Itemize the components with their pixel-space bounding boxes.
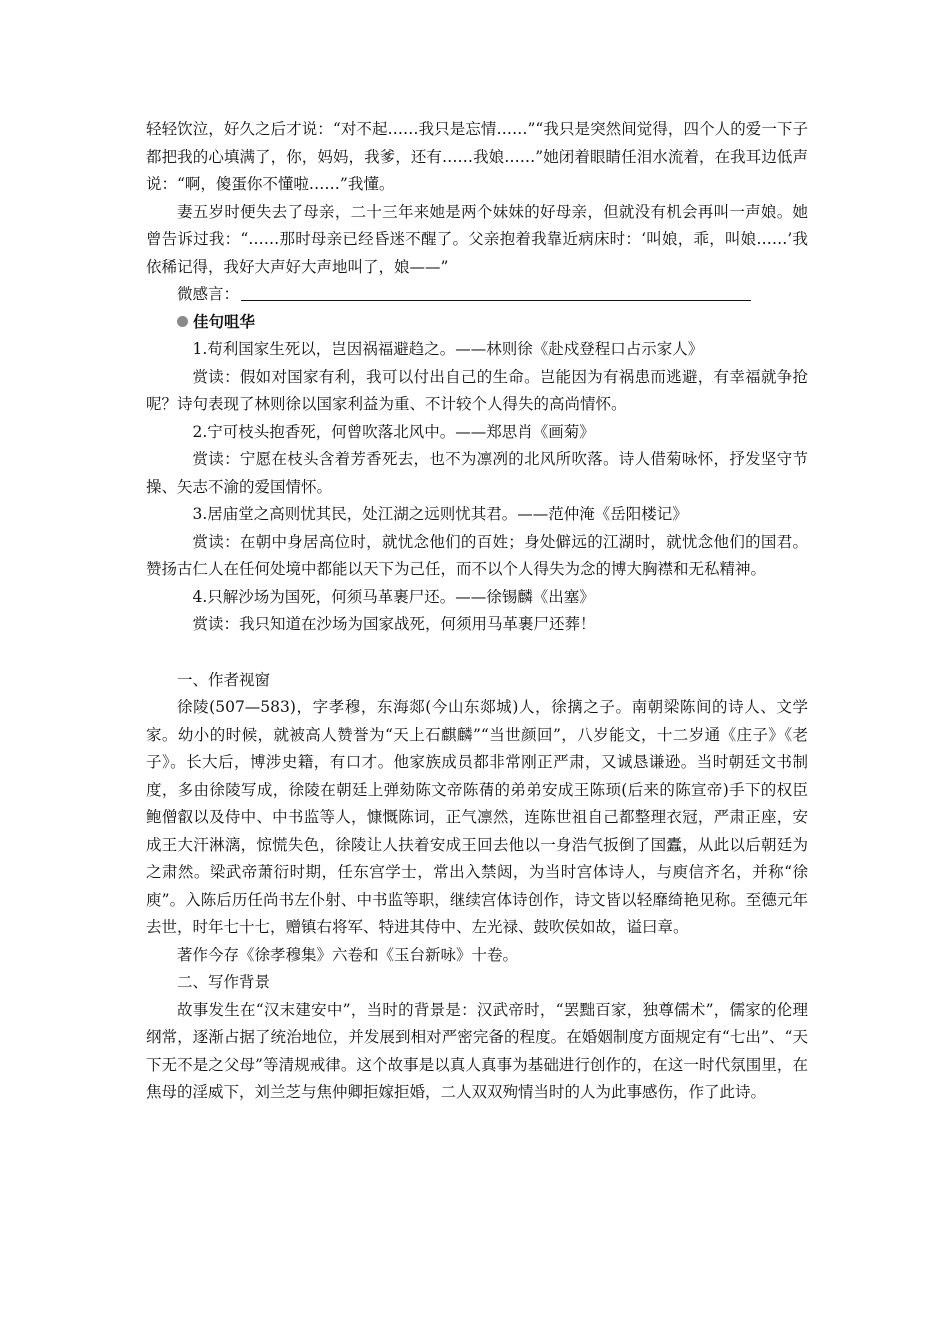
reflection-line bbox=[146, 281, 808, 309]
section-heading-jiaju bbox=[146, 309, 808, 337]
quote-item-4: 4.只解沙场为国死，何须马革裹尸还。——徐锡麟《出塞》 bbox=[192, 587, 595, 606]
bullet-dot-icon bbox=[177, 316, 188, 327]
quote-item-2: 2.宁可枝头抱香死，何曾吹落北风中。——郑思肖《画菊》 bbox=[192, 422, 595, 441]
author-paragraph-1: 徐陵(507—583)，字孝穆，东海郯(今山东郯城)人，徐摛之子。南朝梁陈间的诗人、文学家。幼小的时候，就被高人赞誉为“天上石麒麟”“当世颜回”，八岁能文，十二岁通《庄子》《老子》。长大后，博涉史籍，有口才。他家族成员都非常刚正严肃，又诚恳谦逊。当时朝廷文书制度，多由徐陵写成，徐陵在朝廷上弹劾陈文帝陈蒨的弟弟安成王陈顼(后来的陈宣帝)手下的权臣鲍僧叡以及侍中、中书监等人，慷慨陈词，正气凛然，连陈世祖自己都整理衣冠，严肃正座，安成王大汗淋漓，惊慌失色，徐陵让人扶着安成王回去他以一身浩气扳倒了国蠹，从此以后朝廷为之肃然。梁武帝萧衍时期，任东宫学士，常出入禁闼，为当时宫体诗人，与庾信齐名，并称“徐庾”。入陈后历任尚书左仆射、中书监等职，继续宫体诗创作，诗文皆以轻靡绮艳见称。至德元年去世，时年七十七，赠镇右将军、特进其侍中、左光禄、鼓吹侯如故，谥曰章。 bbox=[146, 698, 808, 936]
page-content bbox=[146, 116, 808, 1107]
appreciation-item-2: 赏读：宁愿在枝头含着芳香死去，也不为凛冽的北风所吹落。诗人借菊咏怀，抒发坚守节操、矢志不渝的爱国情怀。 bbox=[146, 450, 808, 496]
author-paragraph-2: 著作今存《徐孝穆集》六卷和《玉台新咏》十卷。 bbox=[177, 945, 519, 964]
background-heading: 二、写作背景 bbox=[177, 973, 271, 991]
appreciation-item-4: 赏读：我只知道在沙场为国家战死，何须用马革裹尸还葬！ bbox=[192, 615, 596, 633]
quote-item-1: 1.苟利国家生死以，岂因祸福避趋之。——林则徐《赴戍登程口占示家人》 bbox=[192, 340, 704, 358]
section-spacer bbox=[146, 639, 808, 667]
story-paragraph-2: 妻五岁时便失去了母亲，二十三年来她是两个妹妹的好母亲，但就没有机会再叫一声娘。她曾告诉过我：“……那时母亲已经昏迷不醒了。父亲抱着我靠近病床时：‘叫娘，乖，叫娘……’我依稀记得，我好大声好大声地叫了，娘——” bbox=[146, 202, 808, 276]
author-heading: 一、作者视窗 bbox=[177, 670, 271, 689]
quote-item-3: 3.居庙堂之高则忧其民，处江湖之远则忧其君。——范仲淹《岳阳楼记》 bbox=[192, 505, 688, 523]
reflection-blank-line bbox=[241, 284, 751, 301]
background-paragraph-1: 故事发生在“汉末建安中”，当时的背景是：汉武帝时，“罢黜百家，独尊儒术”，儒家的伦理纲常，逐渐占据了统治地位，并发展到相对严密完备的程度。在婚姻制度方面规定有“七出”、“天下无不是之父母”等清规戒律。这个故事是以真人真事为基础进行创作的，在这一时代氛围里，在焦母的淫威下，刘兰芝与焦仲卿拒嫁拒婚，二人双双殉情当时的人为此事感伤，作了此诗。 bbox=[146, 1000, 808, 1101]
section-title: 佳句咀华 bbox=[193, 312, 256, 331]
appreciation-item-1: 赏读：假如对国家有利，我可以付出自己的生命。岂能因为有祸患而逃避，有幸福就争抢呢？诗句表现了林则徐以国家利益为重、不计较个人得失的高尚情怀。 bbox=[146, 367, 808, 413]
reflection-label: 微感言： bbox=[177, 285, 240, 303]
appreciation-item-3: 赏读：在朝中身居高位时，就忧念他们的百姓；身处僻远的江湖时，就忧念他们的国君。赞扬古仁人在任何处境中都能以天下为己任，而不以个人得失为念的博大胸襟和无私精神。 bbox=[146, 532, 808, 578]
story-paragraph-1: 轻轻饮泣，好久之后才说：“对不起……我只是忘情……”“我只是突然间觉得，四个人的爱一下子都把我的心填满了，你，妈妈，我爹，还有……我娘……”她闭着眼睛任泪水流着，在我耳边低声说：“啊，傻蛋你不懂啦……”我懂。 bbox=[146, 120, 808, 193]
